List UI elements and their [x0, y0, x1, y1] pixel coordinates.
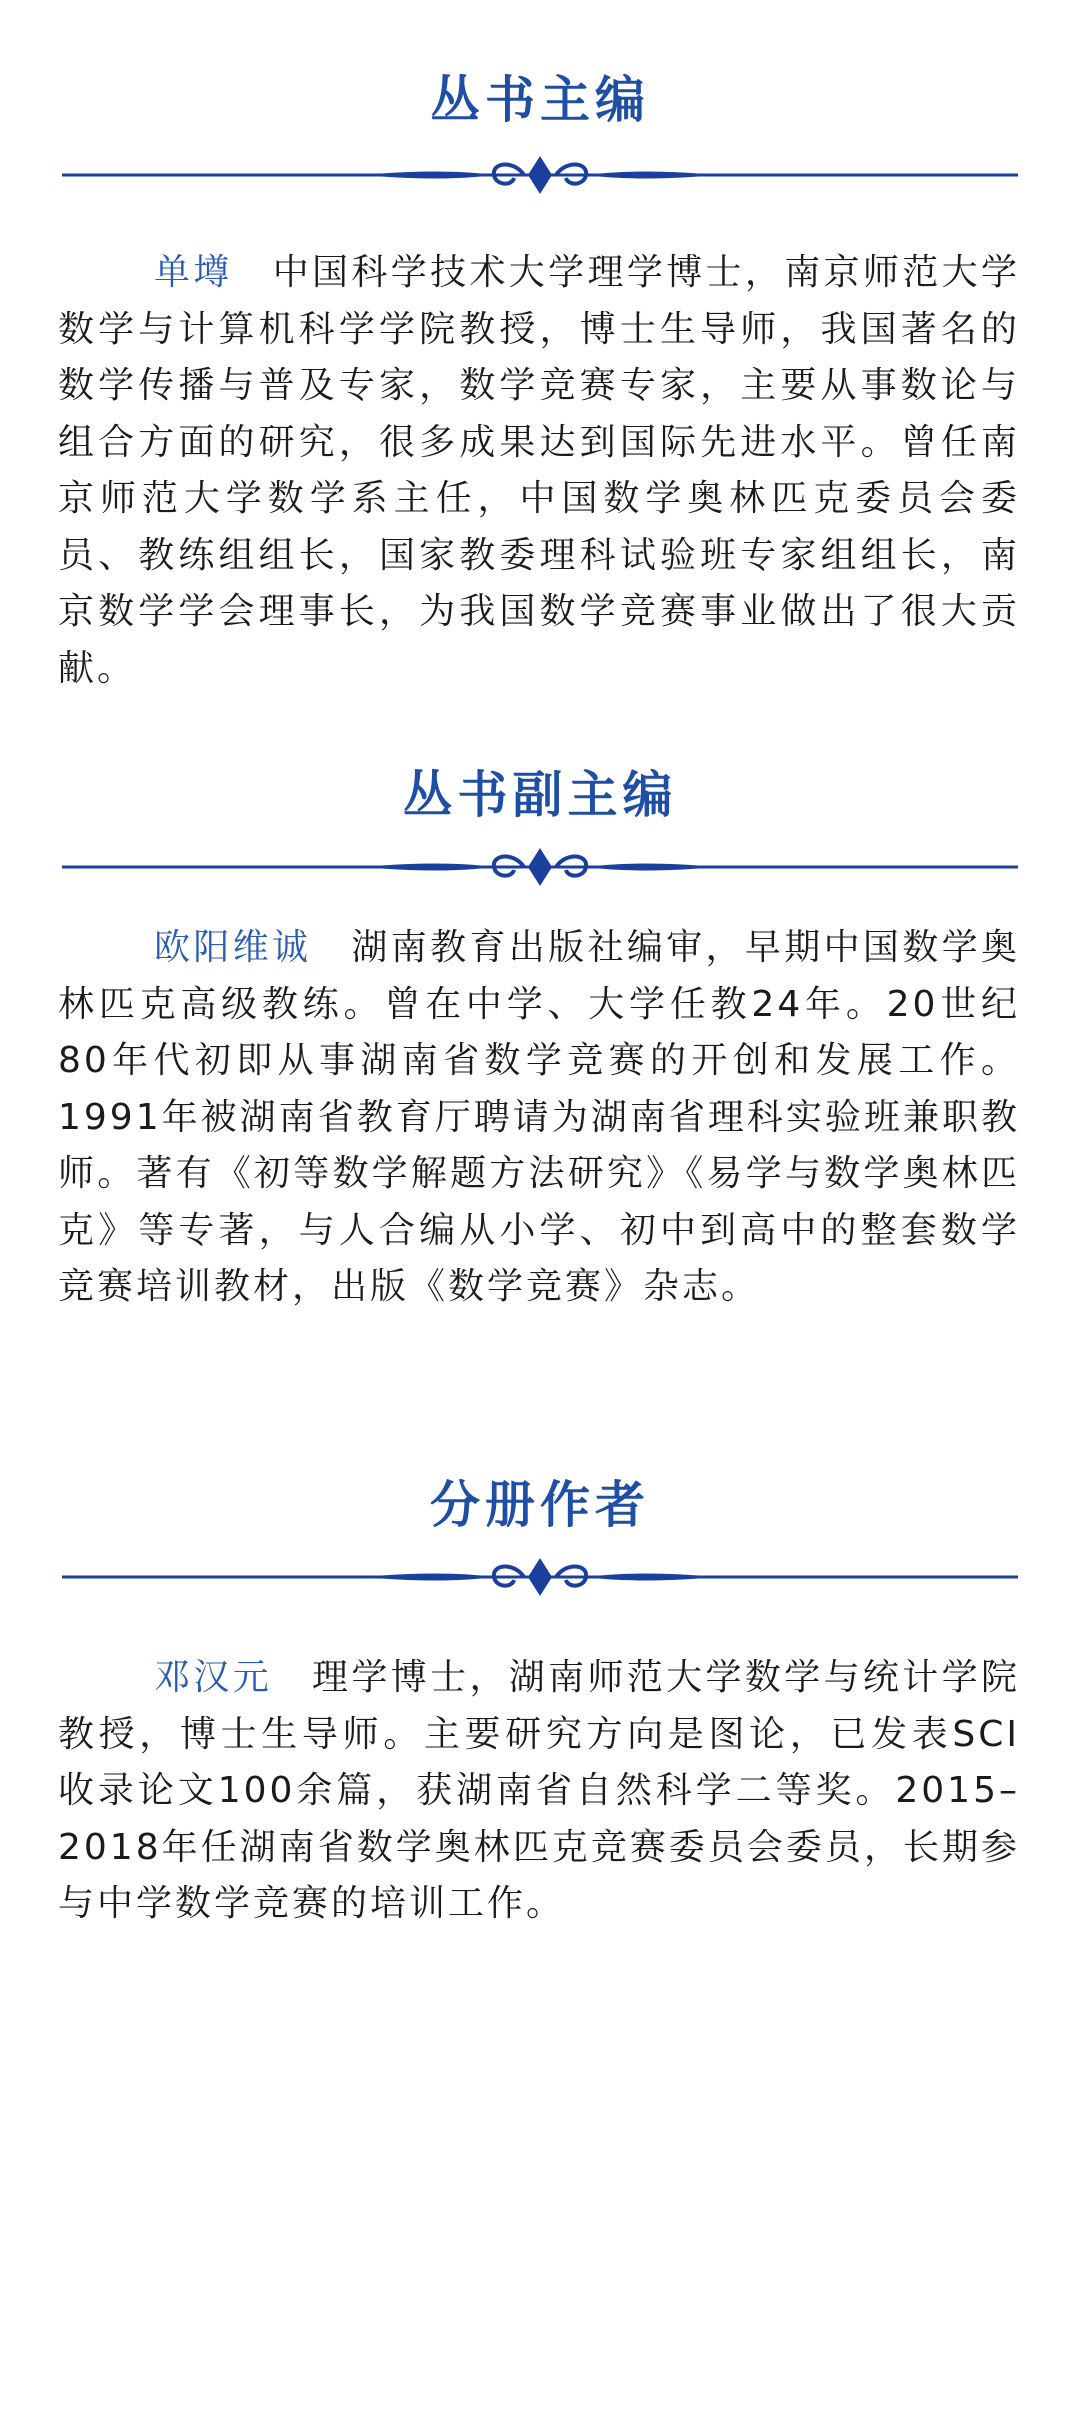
ornament-divider-icon — [62, 150, 1018, 200]
person-name: 欧阳维诚 — [154, 927, 312, 968]
bio-text: 湖南教育出版社编审，早期中国数学奥林匹克高级教练。曾在中学、大学任教24年。20世纪80年代初即从事湖南省数学竞赛的开创和发展工作。1991年被湖南省教育厅聘请为湖南省理科实验班兼职教师。著有《初等数学解题方法研究》《易学与数学奥林匹克》等专著，与人合编从小学、初中到高中的整套数学竞赛培训教材，出版《数学竞赛》杂志。 — [58, 927, 1020, 1307]
bio-paragraph-series-editor — [58, 245, 1020, 697]
bio-paragraph-volume-author — [58, 1650, 1020, 1933]
bio-text: 中国科学技术大学理学博士，南京师范大学数学与计算机科学学院教授，博士生导师，我国著名的数学传播与普及专家，数学竞赛专家，主要从事数论与组合方面的研究，很多成果达到国际先进水平。曾任南京师范大学数学系主任，中国数学奥林匹克委员会委员、教练组组长，国家教委理科试验班专家组组长，南京数学学会理事长，为我国数学竞赛事业做出了很大贡献。 — [58, 252, 1020, 689]
section-heading-volume-author: 分册作者 — [430, 1476, 650, 1534]
ornament-divider-icon — [62, 842, 1018, 892]
section-heading-deputy-editor: 丛书副主编 — [402, 766, 678, 824]
section-heading-series-editor: 丛书主编 — [430, 71, 650, 129]
person-name: 单墫 — [154, 252, 233, 293]
ornament-divider-icon — [62, 1552, 1018, 1602]
person-name: 邓汉元 — [154, 1657, 273, 1698]
bio-text: 理学博士，湖南师范大学数学与统计学院教授，博士生导师。主要研究方向是图论，已发表SCI收录论文100余篇，获湖南省自然科学二等奖。2015–2018年任湖南省数学奥林匹克竞赛委员会委员，长期参与中学数学竞赛的培训工作。 — [58, 1657, 1020, 1924]
bio-paragraph-deputy-editor — [58, 920, 1020, 1316]
